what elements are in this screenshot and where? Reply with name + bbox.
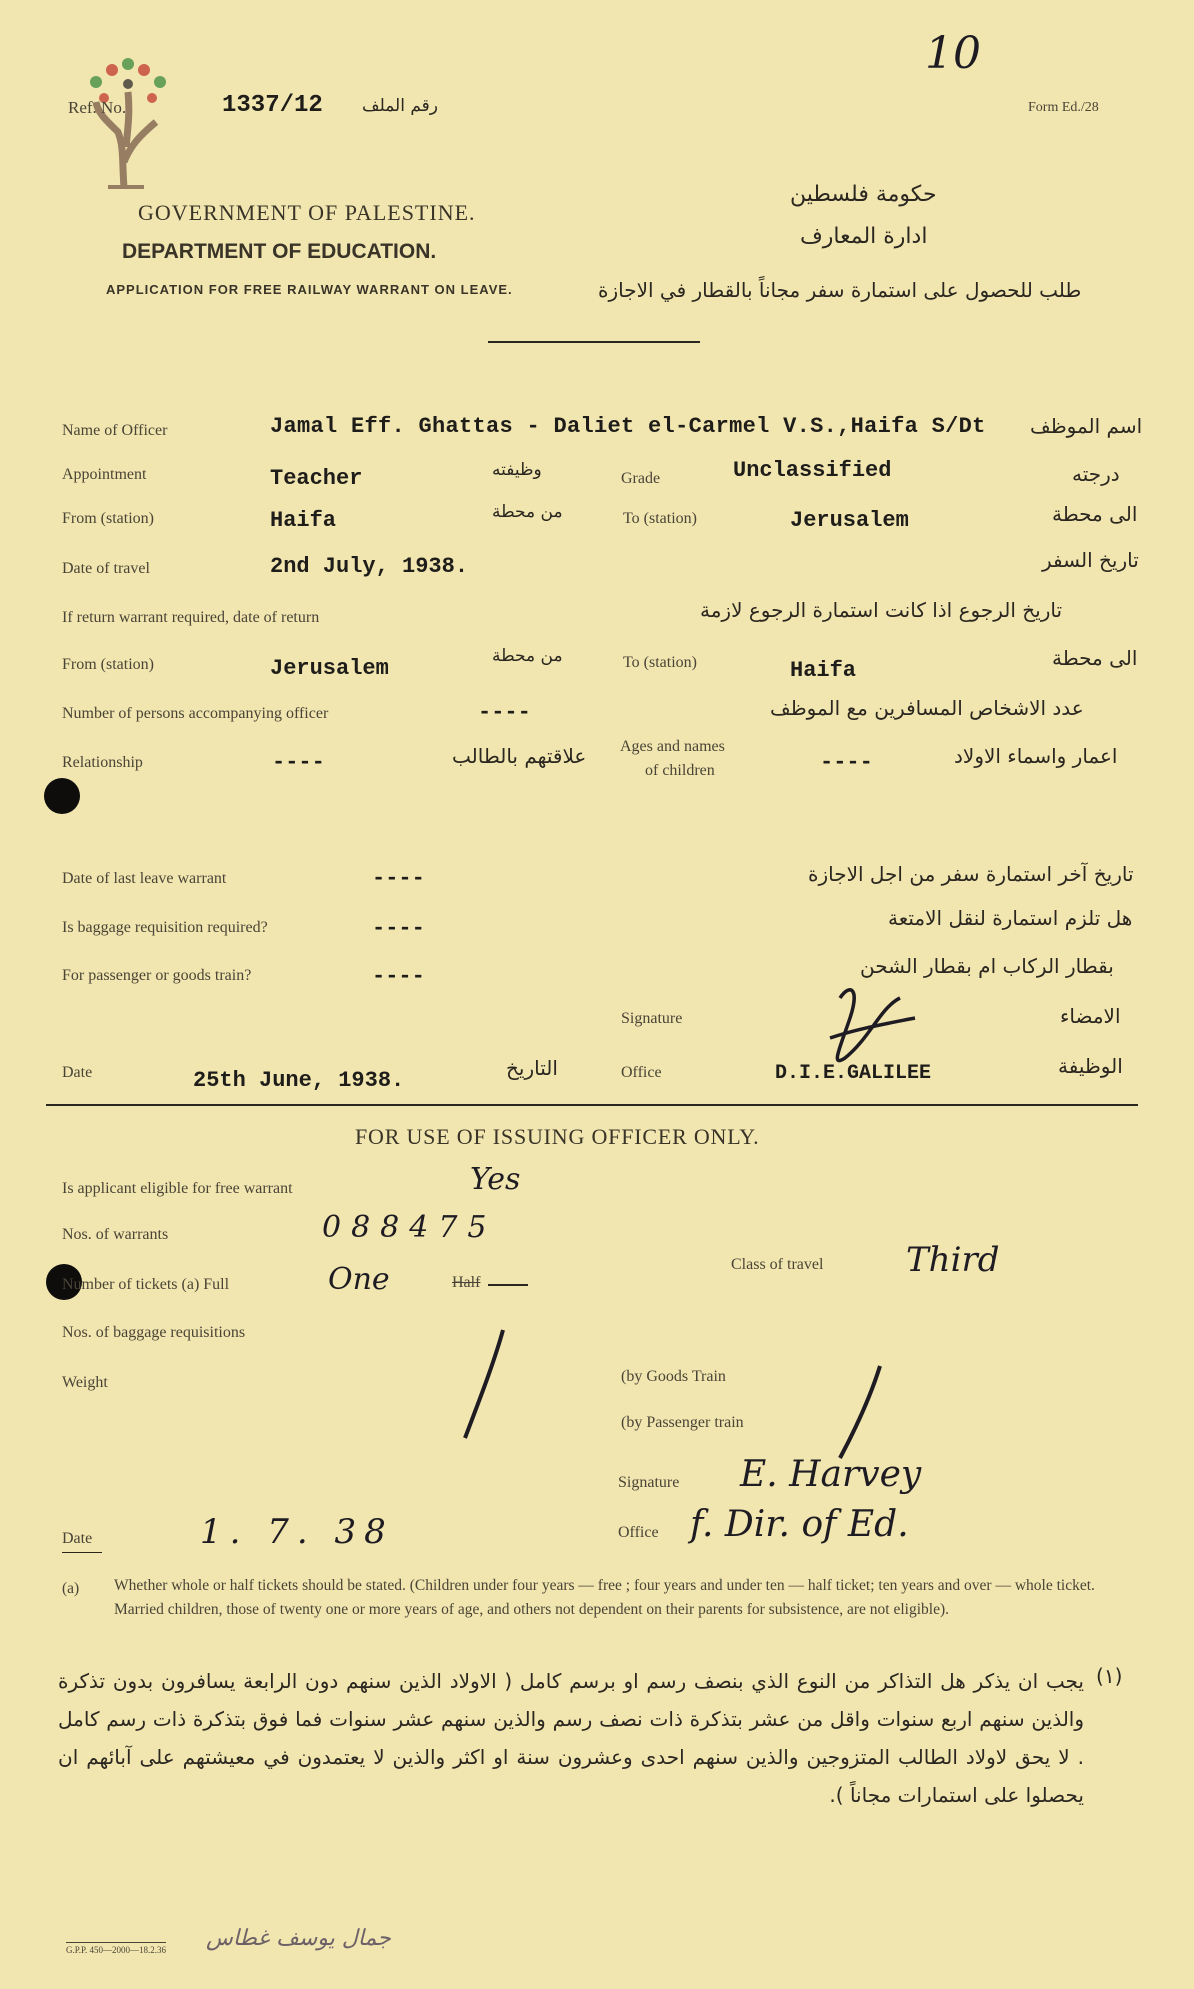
grade-label: Grade: [621, 470, 661, 487]
return-to-label-ar: الى محطة: [1052, 646, 1138, 670]
ref-label: Ref. No.: [68, 98, 127, 117]
class-value: Third: [906, 1240, 1000, 1280]
date-travel-value: 2nd July, 1938.: [270, 554, 469, 579]
class-label: Class of travel: [731, 1256, 824, 1273]
relationship-label: Relationship: [62, 754, 143, 771]
date-travel-label-ar: تاريخ السفر: [1042, 548, 1139, 572]
persons-label: Number of persons accompanying officer: [62, 705, 329, 722]
train-label: For passenger or goods train?: [62, 967, 252, 984]
gov-title-en: GOVERNMENT OF PALESTINE.: [138, 200, 476, 225]
issuing-date-label: Date: [62, 1530, 93, 1547]
to-value: Jerusalem: [790, 508, 909, 533]
half-strike-line: [488, 1284, 528, 1286]
ages-label-ar: اعمار واسماء الاولاد: [954, 744, 1118, 768]
tickets-value: One: [328, 1262, 390, 1297]
weight-slash-mark: [455, 1326, 515, 1447]
footnote-text-ar: يجب ان يذكر هل التذاكر من النوع الذي بنصف رسم او برسم كامل ( الاولاد الذين سنهم دون الرابعة يسافرون بدون تذكرة والذين سنهم اربع سنوات واقل من عشر بتذكرة ذات نصف رسم والذين سنهم عشر سنوات فما فوق بتذكرة ذات رسم كامل . لا يحق لاولاد الطالب المتزوجين والذين سنهم احدى وعشرون سنة او اكثر والذين لا يعتمدون في معيشتهم على آبائهم ان يحصلوا على استمارات مجاناً ).: [58, 1669, 1084, 1807]
date-value: 25th June, 1938.: [193, 1068, 405, 1093]
handwritten-name-ar: جمال يوسف غطاس: [206, 1926, 391, 1951]
dept-title-en: DEPARTMENT OF EDUCATION.: [122, 240, 437, 263]
name-label: Name of Officer: [62, 422, 168, 439]
return-from-label: From (station): [62, 656, 154, 673]
ref-number: 1337/12: [222, 92, 323, 119]
appointment-value: Teacher: [270, 466, 363, 491]
from-value: Haifa: [270, 508, 337, 533]
relationship-value: ----: [272, 750, 325, 775]
passenger-label: (by Passenger train: [621, 1414, 744, 1431]
return-from-value: Jerusalem: [270, 656, 389, 681]
ages-label-line2: of children: [645, 762, 715, 779]
baggage-req-label: Nos. of baggage requisitions: [62, 1324, 246, 1341]
issuing-title: FOR USE OF ISSUING OFFICER ONLY.: [355, 1124, 760, 1149]
form-code: Form Ed./28: [1028, 100, 1099, 115]
train-label-ar: بقطار الركاب ام بقطار الشحن: [860, 954, 1114, 978]
last-leave-label-ar: تاريخ آخر استمارة سفر من اجل الاجازة: [808, 862, 1134, 886]
from-label: From (station): [62, 510, 154, 527]
eligible-label: Is applicant eligible for free warrant: [62, 1180, 293, 1197]
train-slash-mark: [830, 1362, 890, 1467]
punch-hole-top: [44, 778, 80, 814]
dept-title-ar: ادارة المعارف: [800, 224, 928, 249]
issuing-office-value: f. Dir. of Ed.: [690, 1504, 909, 1545]
office-value: D.I.E.GALILEE: [775, 1062, 932, 1085]
tree-logo-icon: [78, 52, 178, 192]
ages-label-line1: Ages and names: [620, 738, 725, 755]
issuing-divider: [46, 1104, 1138, 1106]
page-number: 10: [925, 28, 981, 79]
baggage-label-ar: هل تلزم استمارة لنقل الامتعة: [888, 906, 1133, 930]
return-label: If return warrant required, date of return: [62, 609, 320, 626]
archive-logo: [78, 52, 178, 192]
grade-value: Unclassified: [733, 458, 892, 483]
footnote-marker: (a): [62, 1580, 80, 1597]
from-label-ar: من محطة: [492, 502, 563, 522]
return-to-value: Haifa: [790, 658, 857, 683]
grade-label-ar: درجته: [1072, 462, 1120, 486]
issuing-signature-value: E. Harvey: [740, 1454, 922, 1495]
return-to-label: To (station): [623, 654, 697, 671]
footnote-marker-ar: (١): [1096, 1664, 1123, 1688]
issuing-signature-label: Signature: [618, 1474, 680, 1491]
signature-label: Signature: [621, 1010, 683, 1027]
header-divider: [488, 341, 700, 343]
baggage-label: Is baggage requisition required?: [62, 919, 268, 936]
return-from-label-ar: من محطة: [492, 646, 563, 666]
footnote-text-en: Whether whole or half tickets should be stated. (Children under four years — free ; four years and under ten — half ticket; ten years and over — whole ticket. Married children, those of twenty one or more years of age, and others not dependent on their parents for subsistence, are not eligible).: [114, 1577, 1095, 1618]
last-leave-value: ----: [372, 866, 425, 891]
ages-value: ----: [820, 750, 873, 775]
persons-label-ar: عدد الاشخاص المسافرين مع الموظف: [770, 696, 1084, 720]
baggage-value: ----: [372, 916, 425, 941]
half-label: Half: [452, 1274, 481, 1291]
relationship-label-ar: علاقتهم بالطالب: [452, 744, 587, 768]
date-travel-label: Date of travel: [62, 560, 150, 577]
last-leave-label: Date of last leave warrant: [62, 870, 227, 887]
issuing-date-underline: [62, 1552, 102, 1553]
warrants-label: Nos. of warrants: [62, 1226, 169, 1243]
issuing-office-label: Office: [618, 1524, 659, 1541]
goods-label: (by Goods Train: [621, 1368, 726, 1385]
date-label: Date: [62, 1064, 93, 1081]
application-title-ar: طلب للحصول على استمارة سفر مجاناً بالقطار في الاجازة: [598, 278, 1082, 302]
weight-label: Weight: [62, 1374, 108, 1391]
office-label-ar: الوظيفة: [1058, 1054, 1123, 1078]
to-label-ar: الى محطة: [1052, 502, 1138, 526]
to-label: To (station): [623, 510, 697, 527]
return-label-ar: تاريخ الرجوع اذا كانت استمارة الرجوع لازمة: [700, 598, 1063, 622]
gov-title-ar: حكومة فلسطين: [790, 182, 937, 207]
warrants-value: 088475: [322, 1210, 497, 1245]
application-title-en: APPLICATION FOR FREE RAILWAY WARRANT ON LEAVE.: [106, 282, 513, 297]
appointment-label: Appointment: [62, 466, 147, 483]
eligible-value: Yes: [470, 1162, 521, 1197]
train-value: ----: [372, 964, 425, 989]
appointment-label-ar: وظيفته: [492, 460, 542, 480]
ref-label-ar: رقم الملف: [362, 96, 439, 116]
persons-value: ----: [478, 700, 531, 725]
issuing-date-value: 1. 7. 38: [200, 1512, 394, 1552]
signature-label-ar: الامضاء: [1060, 1004, 1121, 1028]
tickets-label: Number of tickets (a) Full: [62, 1276, 230, 1293]
name-value: Jamal Eff. Ghattas - Daliet el-Carmel V.S.,Haifa S/Dt: [270, 414, 986, 439]
print-code: G.P.P. 450—2000—18.2.36: [66, 1942, 166, 1955]
date-label-ar: التاريخ: [506, 1056, 558, 1080]
name-label-ar: اسم الموظف: [1030, 414, 1143, 438]
office-label: Office: [621, 1064, 662, 1081]
